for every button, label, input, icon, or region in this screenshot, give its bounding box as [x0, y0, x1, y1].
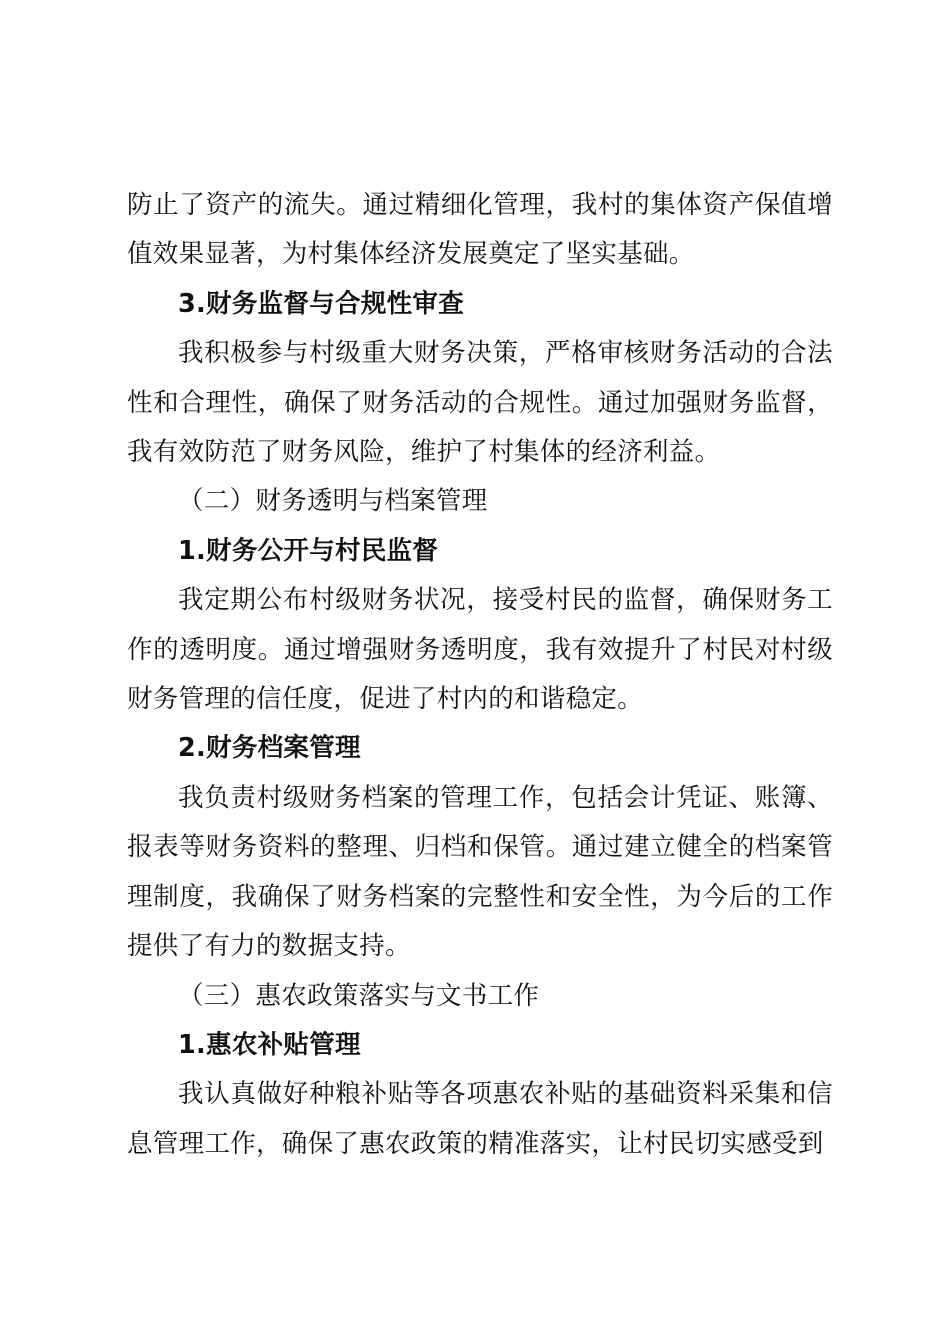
document-page: [127, 181, 833, 1169]
body-paragraph: 我积极参与村级重大财务决策，严格审核财务活动的合法性和合理性，确保了财务活动的合规性。通过加强财务监督，我有效防范了财务风险，维护了村集体的经济利益。: [127, 338, 833, 468]
body-paragraph: 我认真做好种粮补贴等各项惠农补贴的基础资料采集和信息管理工作，确保了惠农政策的精准落实，让村民切实感受到: [127, 1079, 833, 1159]
section-heading: 2.财务档案管理: [178, 733, 361, 764]
section-heading: 1.惠农补贴管理: [178, 1029, 361, 1060]
section-heading: 3.财务监督与合规性审查: [178, 288, 465, 319]
section-heading: 1.财务公开与村民监督: [178, 535, 439, 566]
body-paragraph: 防止了资产的流失。通过精细化管理，我村的集体资产保值增值效果显著，为村集体经济发展奠定了坚实基础。: [127, 190, 833, 270]
body-paragraph: 我定期公布村级财务状况，接受村民的监督，确保财务工作的透明度。通过增强财务透明度，我有效提升了村民对村级财务管理的信任度，促进了村内的和谐稳定。: [127, 585, 833, 715]
subsection-title: （三）惠农政策落实与文书工作: [178, 980, 540, 1011]
subsection-title: （二）财务透明与档案管理: [178, 486, 488, 517]
body-paragraph: 我负责村级财务档案的管理工作，包括会计凭证、账簿、报表等财务资料的整理、归档和保管。通过建立健全的档案管理制度，我确保了财务档案的完整性和安全性，为今后的工作提供了有力的数据支持。: [127, 782, 833, 962]
